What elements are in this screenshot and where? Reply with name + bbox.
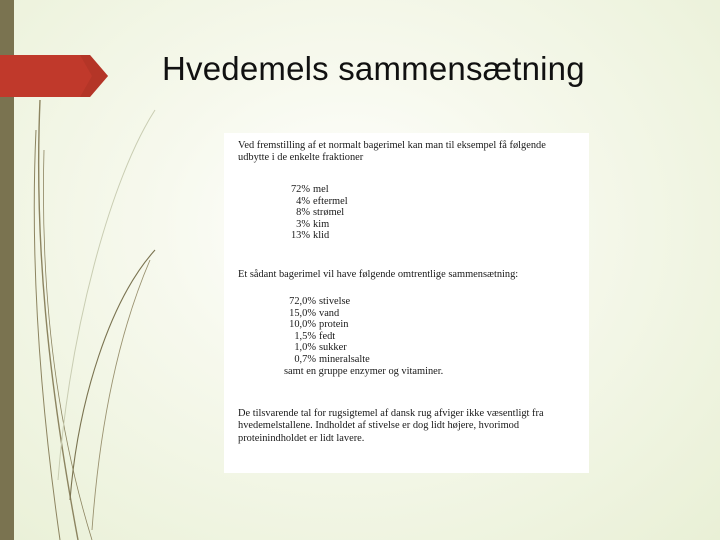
list-item <box>284 184 348 196</box>
list-item <box>284 331 443 343</box>
closing-paragraph <box>238 408 576 445</box>
fraction-label: klid <box>313 230 330 242</box>
fraction-label: kim <box>313 218 330 230</box>
composition-label: protein <box>319 319 349 331</box>
composition-percent: 1,5% <box>294 330 316 342</box>
list-item <box>284 207 348 219</box>
fraction-percent: 13% <box>290 230 310 242</box>
list-item <box>284 196 348 208</box>
composition-tail <box>284 366 443 378</box>
fraction-label: mel <box>313 184 329 195</box>
list-item <box>284 342 443 354</box>
list-item <box>284 308 443 320</box>
composition-tail-text: samt en gruppe enzymer og vitaminer. <box>284 365 444 377</box>
fraction-label: strømel <box>313 207 345 219</box>
composition-label: fedt <box>319 330 336 342</box>
closing-line: proteinindholdet er lidt lavere. <box>238 432 365 444</box>
composition-list <box>284 296 443 377</box>
fraction-percent: 8% <box>296 207 310 219</box>
fraction-percent: 4% <box>296 195 310 207</box>
composition-percent: 0,7% <box>294 353 316 365</box>
intro-line: Ved fremstilling af et normalt bagerimel kan man til eksempel få følgende <box>238 140 546 151</box>
composition-percent: 10,0% <box>289 319 316 331</box>
list-item <box>284 296 443 308</box>
scanned-document <box>224 133 589 473</box>
fraction-label: eftermel <box>313 195 348 207</box>
list-item <box>284 230 348 242</box>
list-item <box>284 319 443 331</box>
intro-line: udbytte i de enkelte fraktioner <box>238 152 364 164</box>
list-item <box>284 354 443 366</box>
closing-line: De tilsvarende tal for rugsigtemel af dansk rug afviger ikke væsentligt fra <box>238 408 544 419</box>
fraction-list <box>284 184 348 242</box>
composition-heading: Et sådant bagerimel vil have følgende omtrentlige sammensætning: <box>238 269 519 280</box>
list-item <box>284 219 348 231</box>
composition-percent: 15,0% <box>289 307 316 319</box>
composition-percent: 1,0% <box>294 342 316 354</box>
intro-paragraph <box>238 140 576 165</box>
slide-title: Hvedemels sammensætning <box>162 50 585 87</box>
fraction-percent: 3% <box>296 218 310 230</box>
composition-label: mineralsalte <box>319 353 370 365</box>
fraction-percent: 72% <box>290 184 310 195</box>
composition-label: vand <box>319 307 340 319</box>
closing-line: hvedemelstallene. Indholdet af stivelse er dog lidt højere, hvorimod <box>238 420 520 432</box>
title-accent-tab <box>0 55 108 97</box>
composition-label: stivelse <box>319 296 351 307</box>
composition-label: sukker <box>319 342 347 354</box>
composition-percent: 72,0% <box>289 296 316 307</box>
